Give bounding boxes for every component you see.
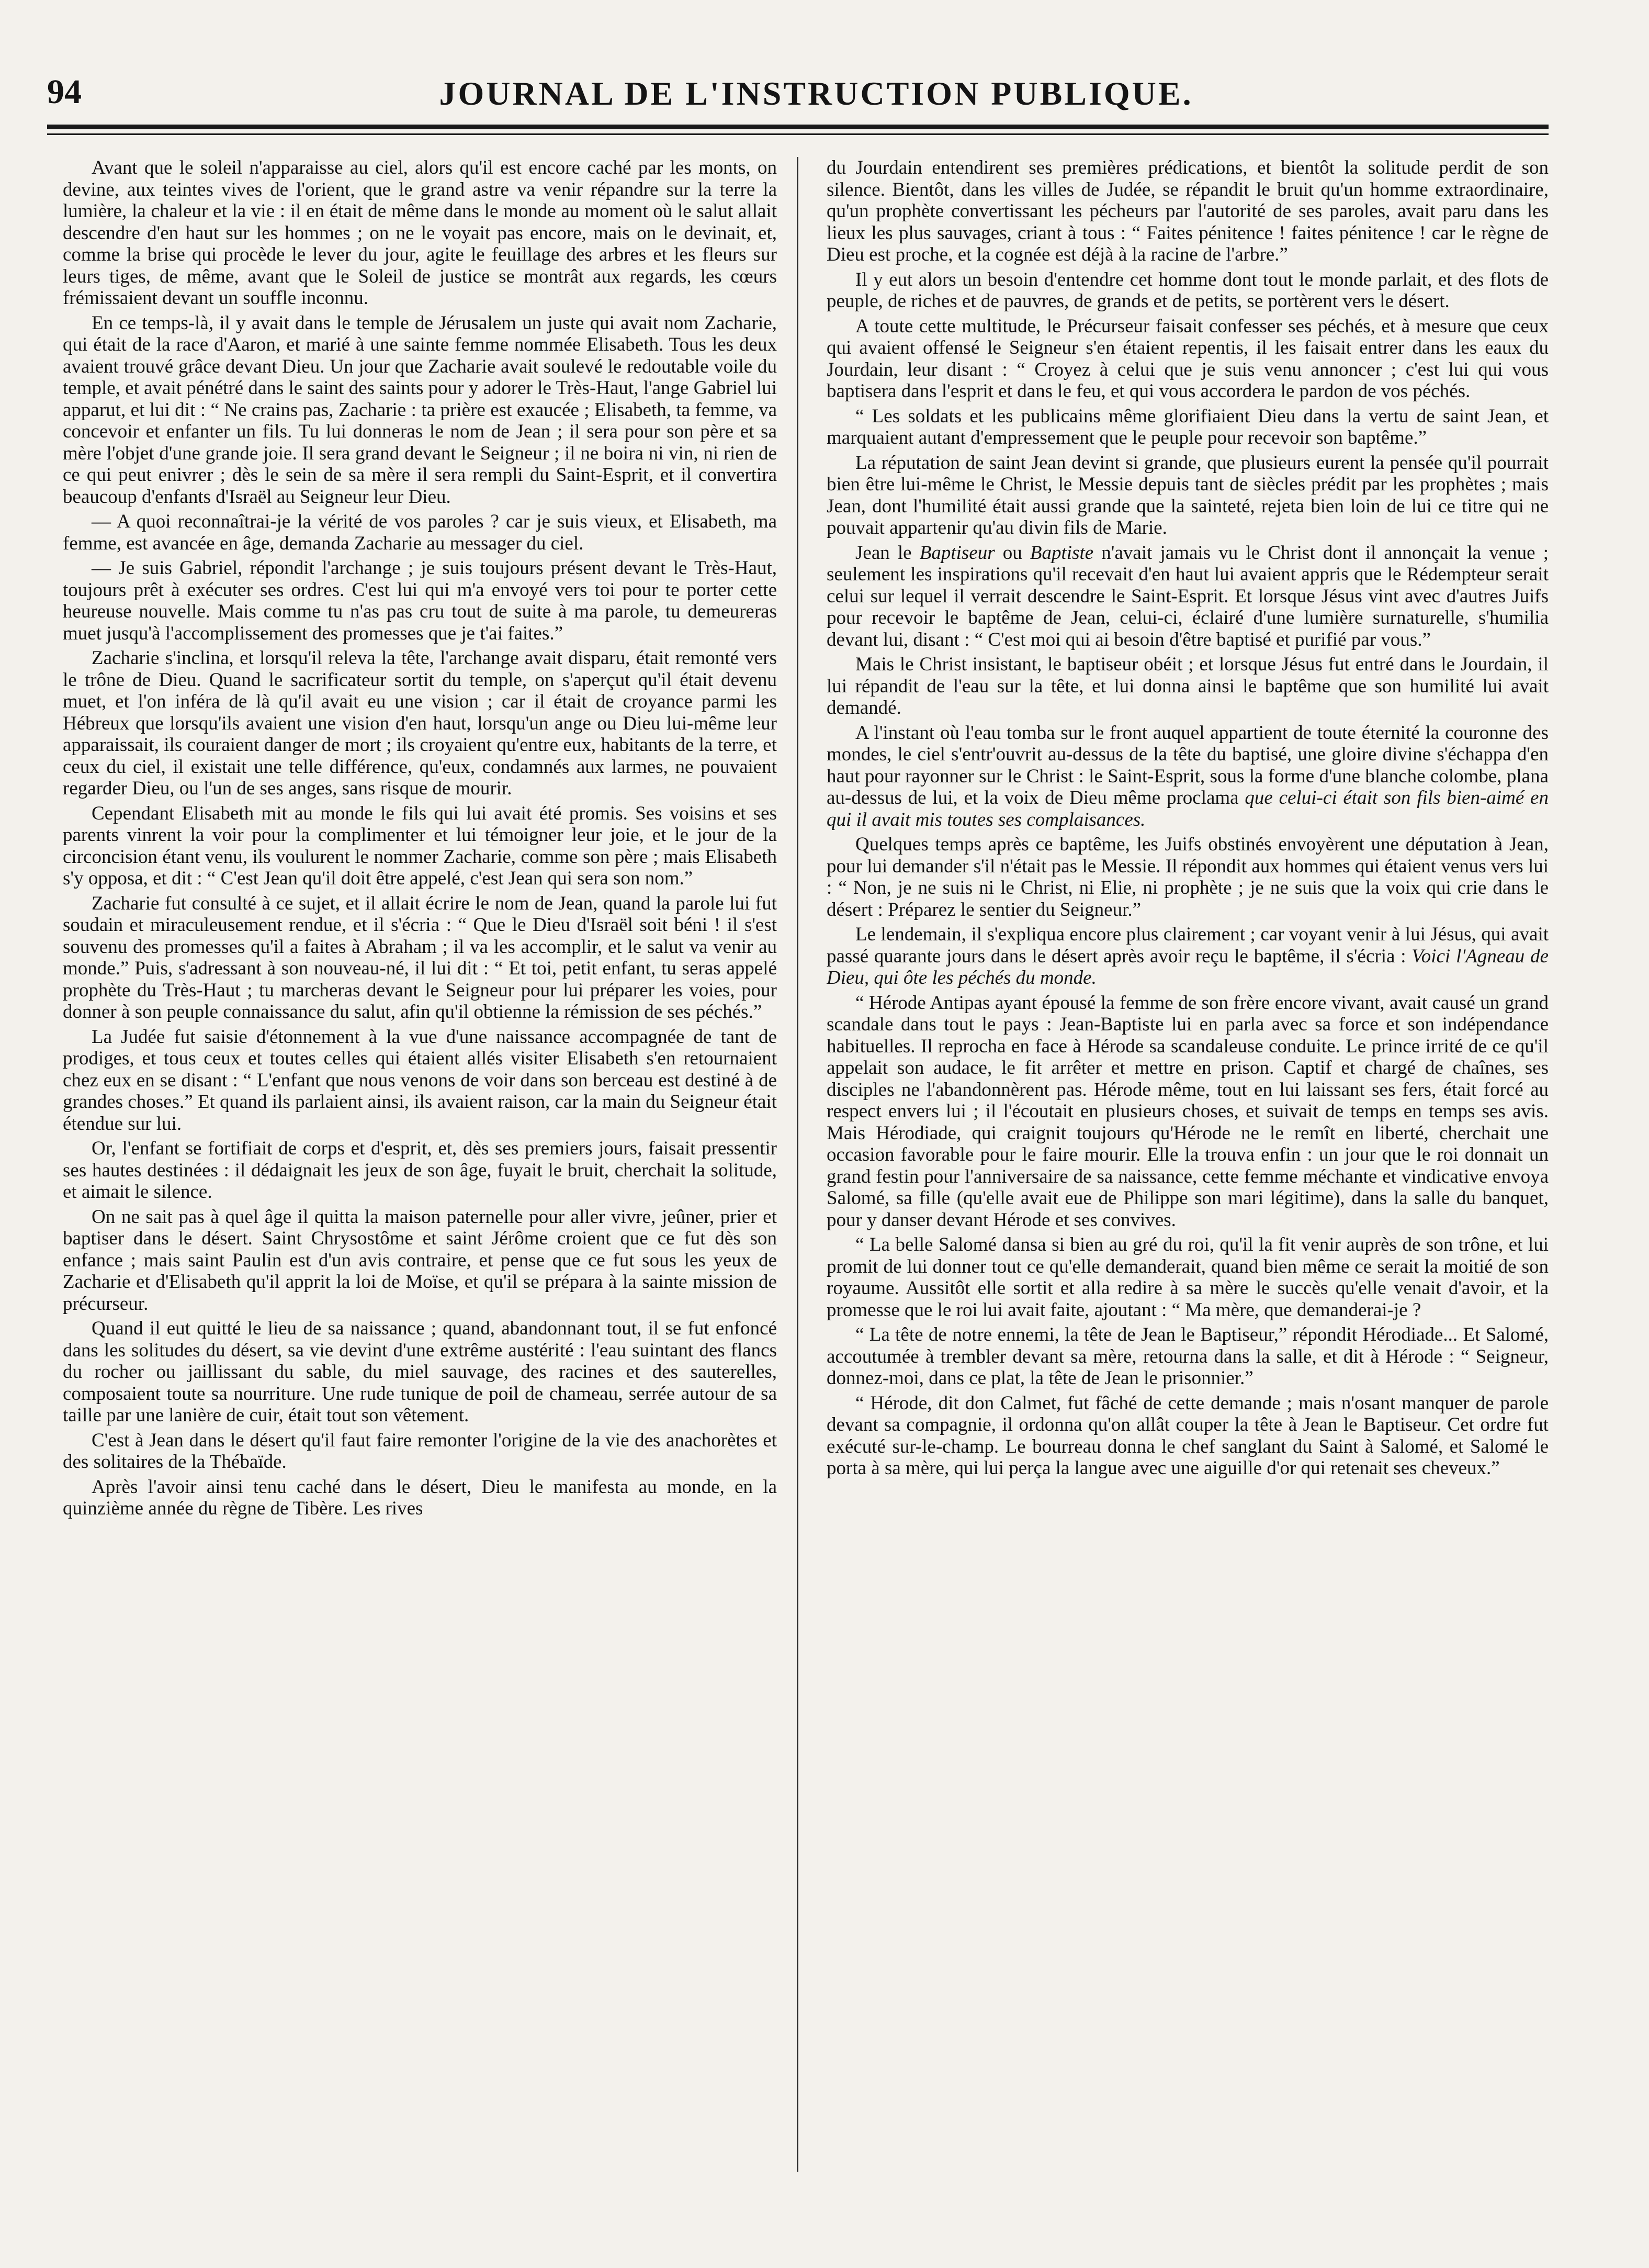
journal-title: JOURNAL DE L'INSTRUCTION PUBLIQUE. <box>439 75 1193 112</box>
paragraph: Quand il eut quitté le lieu de sa naissance ; quand, abandonnant tout, il se fut enfoncé dans les solitudes du désert, sa vie devint d'une extrême austérité : l'eau suintant des flancs du rocher ou jaillissant du sable, du miel sauvage, des racines et des sauterelles, composaient toute sa nourriture. Une rude tunique de poil de chameau, serrée autour de sa taille par une lanière de cuir, était tout son vêtement. <box>63 1318 777 1426</box>
paragraph: Zacharie fut consulté à ce sujet, et il allait écrire le nom de Jean, quand la parole lui fut soudain et miraculeusement rendue, et il s'écria : “ Que le Dieu d'Israël soit béni ! il s'est souvenu des promesses qu'il a faites à Abraham ; il va les accomplir, et le salut va venir au monde.” Puis, s'adressant à son nouveau-né, il lui dit : “ Et toi, petit enfant, tu seras appelé prophète du Très-Haut ; tu marcheras devant le Seigneur pour lui préparer les voies, pour donner à son peuple connaissance du salut, afin qu'il obtienne la rémission de ses péchés.” <box>63 892 777 1023</box>
paragraph: “ La tête de notre ennemi, la tête de Jean le Baptiseur,” répondit Hérodiade... Et Salomé, accoutumée à trembler devant sa mère, retourna dans la salle, et dit à Hérode : “ Seigneur, donnez-moi, dans ce plat, la tête de Jean le prisonnier.” <box>827 1324 1549 1389</box>
paragraph <box>827 542 1549 651</box>
paragraph: — A quoi reconnaîtrai-je la vérité de vos paroles ? car je suis vieux, et Elisabeth, ma femme, est avancée en âge, demanda Zacharie au messager du ciel. <box>63 511 777 554</box>
italic-quote: Voici l'Agneau de Dieu, qui ôte les péchés du monde. <box>827 945 1549 989</box>
column-divider <box>797 157 798 2172</box>
page-header <box>47 63 1585 120</box>
paragraph: — Je suis Gabriel, répondit l'archange ; je suis toujours présent devant le Très-Haut, toujours prêt à exécuter ses ordres. C'est lui qui m'a envoyé vers toi pour te porter cette heureuse nouvelle. Mais comme tu n'as pas cru tout de suite à ma parole, tu demeureras muet jusqu'à l'accomplissement des promesses que je t'ai faites.” <box>63 557 777 644</box>
italic-term: Baptiseur <box>919 542 995 564</box>
paragraph: En ce temps-là, il y avait dans le temple de Jérusalem un juste qui avait nom Zacharie, qui était de la race d'Aaron, et marié à une sainte femme nommée Elisabeth. Tous les deux avaient trouvé grâce devant Dieu. Un jour que Zacharie avait soulevé le redoutable voile du temple, et avait pénétré dans le saint des saints pour y adorer le Très-Haut, l'ange Gabriel lui apparut, et lui dit : “ Ne crains pas, Zacharie : ta prière est exaucée ; Elisabeth, ta femme, va concevoir et enfanter un fils. Tu lui donneras le nom de Jean ; il sera pour son père et sa mère l'objet d'une grande joie. Il sera grand devant le Seigneur ; il ne boira ni vin, ni rien de ce qui peut enivrer ; dès le sein de sa mère il sera rempli du Saint-Esprit, et il convertira beaucoup d'enfants d'Israël au Seigneur leur Dieu. <box>63 312 777 508</box>
paragraph: Après l'avoir ainsi tenu caché dans le désert, Dieu le manifesta au monde, en la quinzième année du règne de Tibère. Les rives <box>63 1476 777 1519</box>
paragraph: La Judée fut saisie d'étonnement à la vue d'une naissance accompagnée de tant de prodiges, et tous ceux et toutes celles qui étaient allés visiter Elisabeth s'en retournaient chez eux en se disant : “ L'enfant que nous venons de voir dans son berceau est destiné à de grandes choses.” Et quand ils parlaient ainsi, ils avaient raison, car la main du Seigneur était étendue sur lui. <box>63 1026 777 1135</box>
text-run: A l'instant où l'eau tomba sur le front auquel appartient de toute éternité la couronne des mondes, le ciel s'entr'ouvrit au-dessus de la tête du baptisé, une gloire divine s'échappa d'en haut pour rayonner sur le Christ : le Saint-Esprit, sous la forme d'une blanche colombe, plana au-dessus de lui, et la voix de Dieu même proclama <box>827 722 1549 809</box>
paragraph: Or, l'enfant se fortifiait de corps et d'esprit, et, dès ses premiers jours, faisait pressentir ses hautes destinées : il dédaignait les jeux de son âge, fuyait le bruit, cherchait la solitude, et aimait le silence. <box>63 1138 777 1203</box>
header-rule-thick <box>47 125 1549 129</box>
paragraph: Il y eut alors un besoin d'entendre cet homme dont tout le monde parlait, et des flots de peuple, de riches et de pauvres, de grands et de petits, se portèrent vers le désert. <box>827 268 1549 312</box>
paragraph: “ Hérode Antipas ayant épousé la femme de son frère encore vivant, avait causé un grand scandale dans tout le pays : Jean-Baptiste lui en parla avec sa force et son indépendance habituelles. Il reprocha en face à Hérode sa scandaleuse conduite. Le prince irrité de ce qu'il appelait son audace, le fit arrêter et mettre en prison. Captif et chargé de chaînes, ses disciples ne l'abandonnèrent pas. Hérode même, tout en lui laissant ses fers, était forcé au respect envers lui ; il l'écoutait en plusieurs choses, et suivait de temps en temps ses avis. Mais Hérodiade, qui craignit toujours qu'Hérode ne le remît en liberté, cherchait une occasion favorable pour le faire mourir. Elle la trouva enfin : un jour que le roi donnait un grand festin pour l'anniversaire de sa naissance, cette femme méchante et vindicative envoya Salomé, sa fille (qu'elle avait eue de Philippe son mari légitime), dans la salle du banquet, pour y danser devant Hérode et ses convives. <box>827 992 1549 1231</box>
text-run: Jean le <box>855 542 920 564</box>
paragraph: “ Hérode, dit don Calmet, fut fâché de cette demande ; mais n'osant manquer de parole devant sa compagnie, il ordonna qu'on allât couper la tête à Jean le Baptiseur. Cet ordre fut exécuté sur-le-champ. Le bourreau donna le chef sanglant du Saint à Salomé, et Salomé le porta à sa mère, qui lui perça la langue avec une aiguille d'or qui retenait ses cheveux.” <box>827 1392 1549 1479</box>
paragraph: “ Les soldats et les publicains même glorifiaient Dieu dans la vertu de saint Jean, et marquaient autant d'empressement que le peuple pour recevoir son baptême.” <box>827 405 1549 448</box>
paragraph: Cependant Elisabeth mit au monde le fils qui lui avait été promis. Ses voisins et ses parents vinrent la voir pour la complimenter et lui témoigner leur joie, et le jour de la circoncision étant venu, ils voulurent le nommer Zacharie, comme son père ; mais Elisabeth s'y opposa, et dit : “ C'est Jean qu'il doit être appelé, c'est Jean qui sera son nom.” <box>63 802 777 889</box>
paragraph: La réputation de saint Jean devint si grande, que plusieurs eurent la pensée qu'il pourrait bien être lui-même le Christ, le Messie depuis tant de siècles prédit par les prophètes ; mais Jean, dont l'humilité était aussi grande que la sainteté, rejeta bien loin de lui ce titre qui ne pouvait appartenir qu'au divin fils de Marie. <box>827 452 1549 538</box>
paragraph: C'est à Jean dans le désert qu'il faut faire remonter l'origine de la vie des anachorètes et des solitaires de la Thébaïde. <box>63 1429 777 1473</box>
paragraph: On ne sait pas à quel âge il quitta la maison paternelle pour aller vivre, jeûner, prier et baptiser dans le désert. Saint Chrysostôme et saint Jérôme croient que ce fut dès son enfance ; mais saint Paulin est d'un avis contraire, et pense que ce fut sous les yeux de Zacharie et d'Elisabeth qu'il apprit la loi de Moïse, et qu'il se prépara à la sainte mission de précurseur. <box>63 1206 777 1315</box>
text-run: ou <box>995 542 1030 564</box>
left-column <box>63 157 777 2229</box>
paragraph: Mais le Christ insistant, le baptiseur obéit ; et lorsque Jésus fut entré dans le Jourdain, il lui répandit de l'eau sur la tête, et lui donna ainsi le baptême que son humilité lui avait demandé. <box>827 654 1549 718</box>
paragraph: Zacharie s'inclina, et lorsqu'il releva la tête, l'archange avait disparu, était remonté vers le trône de Dieu. Quand le sacrificateur sortit du temple, on s'aperçut qu'il était devenu muet, et l'on inféra de là qu'il avait eu une vision ; car il était de croyance parmi les Hébreux que lorsqu'ils avaient une vision d'en haut, lorsqu'un ange ou Dieu lui-même leur apparaissait, ils couraient danger de mort ; ils croyaient qu'entre eux, habitants de la terre, et ceux du ciel, il existait une telle différence, qu'eux, condamnés aux larmes, ne pouvaient regarder Dieu, ou l'un de ses anges, sans risque de mourir. <box>63 647 777 799</box>
paragraph: Avant que le soleil n'apparaisse au ciel, alors qu'il est encore caché par les monts, on devine, aux teintes vives de l'orient, que le grand astre va venir répandre sur la terre la lumière, la chaleur et la vie : il en était de même dans le monde au moment où le salut allait descendre d'en haut sur les hommes ; on ne le voyait pas encore, mais on le devinait, et, comme la brise qui procède le lever du jour, agite le feuillage des arbres et les fleurs sur leurs tiges, de même, avant que le Soleil de justice se montrât aux regards, les cœurs frémissaient devant un souffle inconnu. <box>63 157 777 309</box>
right-column <box>827 157 1549 2229</box>
italic-quote: que celui-ci était son fils bien-aimé en qui il avait mis toutes ses complaisances. <box>827 787 1549 830</box>
paragraph: “ La belle Salomé dansa si bien au gré du roi, qu'il la fit venir auprès de son trône, et lui promit de lui donner tout ce qu'elle demanderait, quand bien même ce serait la moitié de son royaume. Aussitôt elle sortit et alla redire à sa mère le succès qu'elle venait d'avoir, et la promesse que le roi lui avait faite, ajoutant : “ Ma mère, que demanderai-je ? <box>827 1234 1549 1321</box>
text-run: Le lendemain, il s'expliqua encore plus clairement ; car voyant venir à lui Jésus, qui avait passé quarante jours dans le désert après avoir reçu le baptême, il s'écria : <box>827 924 1549 967</box>
paragraph: du Jourdain entendirent ses premières prédications, et bientôt la solitude perdit de son silence. Bientôt, dans les villes de Judée, se répandit le bruit qu'un homme extraordinaire, qu'un prophète convertissant les pécheurs par l'autorité de ses paroles, avait paru dans les lieux les plus sauvages, criant à tous : “ Faites pénitence ! faites pénitence ! car le règne de Dieu est proche, et la cognée est déjà à la racine de l'arbre.” <box>827 157 1549 265</box>
paragraph: A toute cette multitude, le Précurseur faisait confesser ses péchés, et à mesure que ceux qui avaient offensé le Seigneur s'en étaient repentis, il les faisait entrer dans les eaux du Jourdain, leur disant : “ Croyez à celui que je suis venu annoncer ; c'est lui qui vous baptisera dans l'esprit et dans le feu, et qui vous accordera le pardon de vos péchés. <box>827 315 1549 402</box>
text-run: n'avait jamais vu le Christ dont il annonçait la venue ; seulement les inspirations qu'il recevait d'en haut lui avaient appris que le Rédempteur serait celui sur lequel il verrait descendre le Saint-Esprit. Et lorsque Jésus vint avec d'autres Juifs pour recevoir le baptême de Jean, celui-ci, éclairé d'une lumière surnaturelle, s'humilia devant lui, disant : “ C'est moi qui ai besoin d'être baptisé et purifié par vous.” <box>827 542 1549 650</box>
italic-term: Baptiste <box>1030 542 1094 564</box>
paragraph <box>827 924 1549 989</box>
paragraph: Quelques temps après ce baptême, les Juifs obstinés envoyèrent une députation à Jean, pour lui demander s'il n'était pas le Messie. Il répondit aux hommes qui étaient venus vers lui : “ Non, je ne suis ni le Christ, ni Elie, ni prophète ; je ne suis que la voix qui crie dans le désert : Préparez le sentier du Seigneur.” <box>827 834 1549 920</box>
page-number: 94 <box>47 73 82 111</box>
header-rule-thin <box>47 133 1549 135</box>
paragraph <box>827 722 1549 831</box>
